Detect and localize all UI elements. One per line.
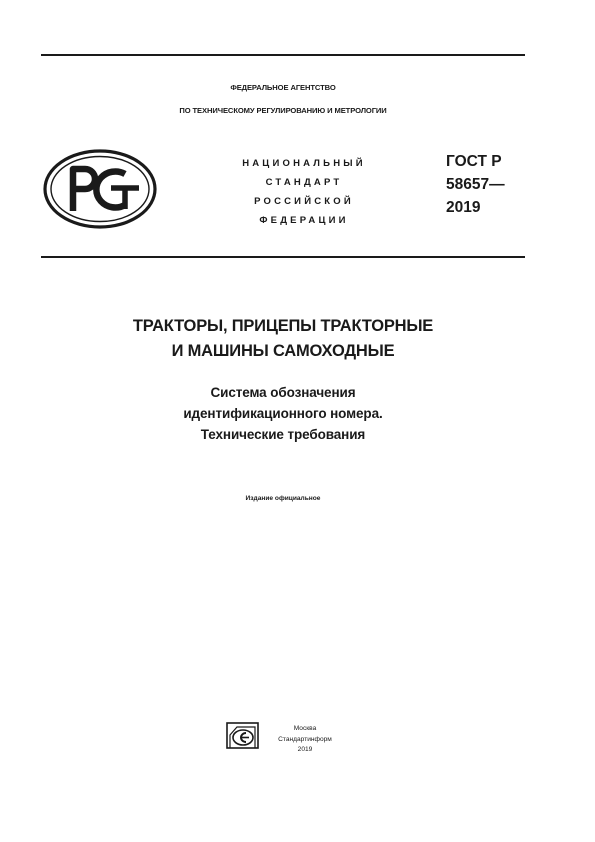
standard-kind-line: СТАНДАРТ <box>265 177 343 188</box>
title-line-1: ТРАКТОРЫ, ПРИЦЕПЫ ТРАКТОРНЫЕ <box>132 317 434 335</box>
standard-kind-line: НАЦИОНАЛЬНЫЙ <box>242 158 366 169</box>
publisher-city: Москва <box>293 725 317 732</box>
document-subtitle <box>41 382 525 445</box>
designation-line-1: ГОСТ Р <box>446 153 502 170</box>
subtitle-line-2: идентификационного номера. <box>183 406 383 421</box>
middle-rule <box>41 256 525 258</box>
designation-line-2: 58657— <box>446 176 505 193</box>
publisher-imprint <box>263 724 347 756</box>
standard-kind-block <box>214 154 394 230</box>
agency-name-line-2: ПО ТЕХНИЧЕСКОМУ РЕГУЛИРОВАНИЮ И МЕТРОЛОГИИ <box>179 106 387 115</box>
document-title <box>41 314 525 364</box>
publisher-logo-icon <box>226 722 259 749</box>
designation-line-3: 2019 <box>446 199 481 216</box>
subtitle-line-1: Система обозначения <box>210 385 356 400</box>
publisher-name: Стандартинформ <box>278 735 332 743</box>
subtitle-line-3: Технические требования <box>200 427 366 442</box>
edition-note: Издание официальное <box>245 495 321 502</box>
agency-name-line-1: ФЕДЕРАЛЬНОЕ АГЕНТСТВО <box>230 83 336 92</box>
standard-kind-line: ФЕДЕРАЦИИ <box>259 215 349 226</box>
standard-kind-line: РОССИЙСКОЙ <box>254 196 354 207</box>
title-line-2: И МАШИНЫ САМОХОДНЫЕ <box>171 342 395 360</box>
publisher-year: 2019 <box>297 746 313 753</box>
rst-logo-icon <box>43 149 157 229</box>
standard-designation <box>446 150 505 219</box>
top-rule <box>41 54 525 56</box>
